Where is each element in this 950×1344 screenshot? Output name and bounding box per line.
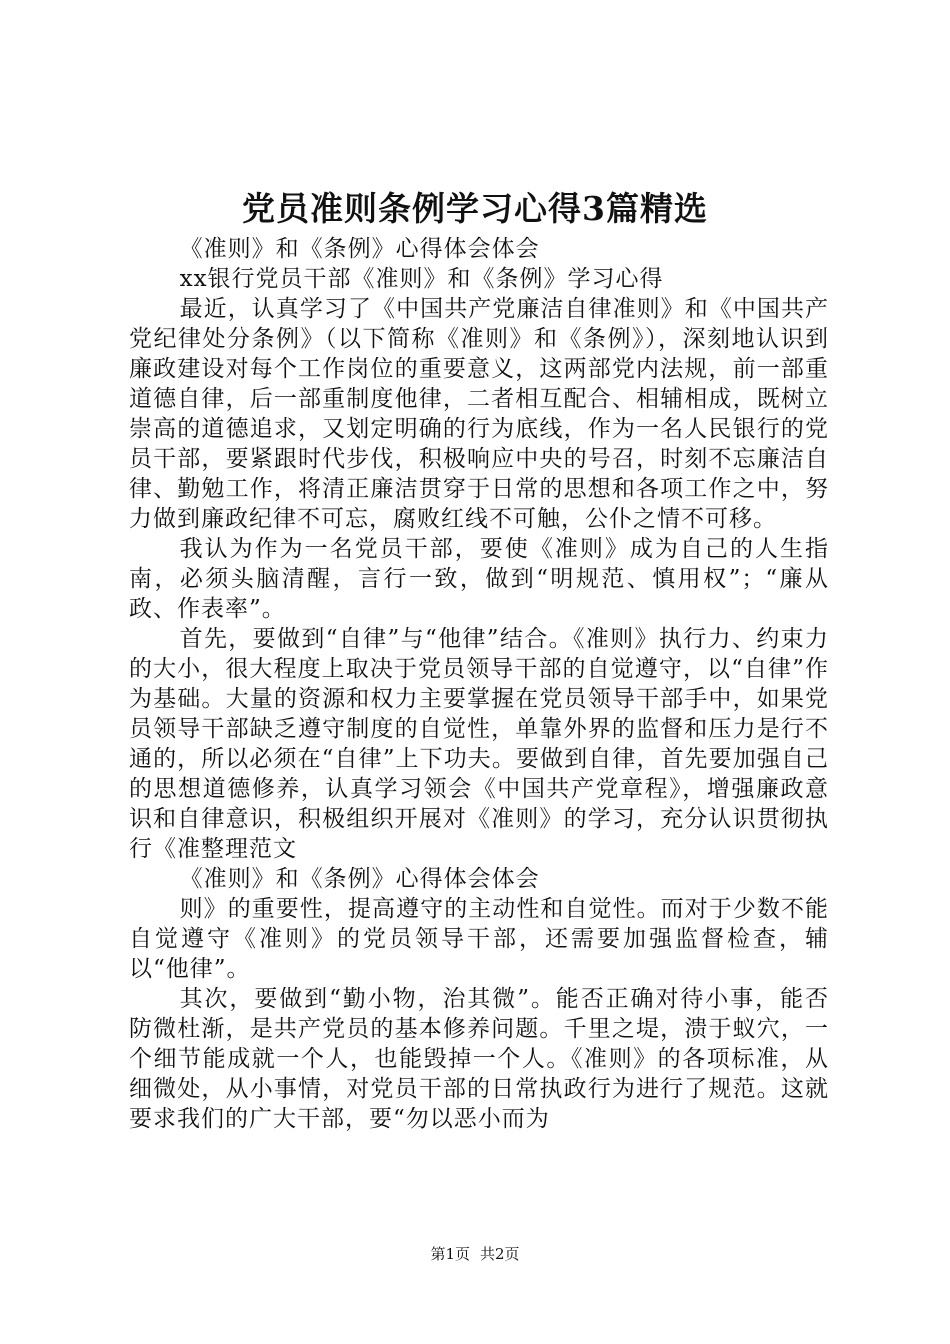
paragraph-continuation: 则》的重要性，提高遵守的主动性和自觉性。而对于少数不能自觉遵守《准则》的党员领导干部，还需要加强监督检查，辅以“他律”。 bbox=[129, 896, 829, 982]
paragraph-first-point: 首先，要做到“自律”与“他律”结合。《准则》执行力、约束力的大小，很大程度上取决于党员领导干部的自觉遵守，以“自律”作为基础。大量的资源和权力主要掌握在党员领导干部手中，如果党员领导干部缺乏遵守制度的自觉性，单靠外界的监督和压力是行不通的，所以必须在“自律”上下功夫。要做到自律，首先要加强自己的思想道德修养，认真学习领会《中国共产党章程》，增强廉政意识和自律意识，积极组织开展对《准则》的学习，充分认识贯彻执行《准整理范文 bbox=[129, 626, 829, 862]
paragraph-heading-2: 《准则》和《条例》心得体会体会 bbox=[179, 866, 540, 892]
paragraph-subheading: xx银行党员干部《准则》和《条例》学习心得 bbox=[179, 266, 664, 292]
paragraph-heading-1: 《准则》和《条例》心得体会体会 bbox=[179, 236, 540, 262]
page-footer bbox=[0, 1244, 950, 1264]
paragraph-second-point: 其次，要做到“勤小物，治其微”。能否正确对待小事，能否防微杜渐，是共产党员的基本修养问题。千里之堤，溃于蚁穴，一个细节能成就一个人，也能毁掉一个人。《准则》的各项标准，从细微处，从小事情，对党员干部的日常执政行为进行了规范。这就要求我们的广大干部，要“勿以恶小而为 bbox=[129, 986, 829, 1132]
page-total: 共2页 bbox=[480, 1245, 520, 1263]
page-number: 第1页 bbox=[430, 1245, 470, 1263]
document-body bbox=[129, 234, 829, 1134]
document-title: 党员准则条例学习心得3篇精选 bbox=[242, 189, 708, 228]
paragraph-guideline: 我认为作为一名党员干部，要使《准则》成为自己的人生指南，必须头脑清醒，言行一致，做到“明规范、慎用权”；“廉从政、作表率”。 bbox=[129, 536, 829, 622]
paragraph-intro: 最近，认真学习了《中国共产党廉洁自律准则》和《中国共产党纪律处分条例》（以下简称《准则》和《条例》），深刻地认识到廉政建设对每个工作岗位的重要意义，这两部党内法规，前一部重道德自律，后一部重制度他律，二者相互配合、相辅相成，既树立崇高的道德追求，又划定明确的行为底线，作为一名人民银行的党员干部，要紧跟时代步伐，积极响应中央的号召，时刻不忘廉洁自律、勤勉工作，将清正廉洁贯穿于日常的思想和各项工作之中，努力做到廉政纪律不可忘，腐败红线不可触，公仆之情不可移。 bbox=[129, 296, 829, 532]
